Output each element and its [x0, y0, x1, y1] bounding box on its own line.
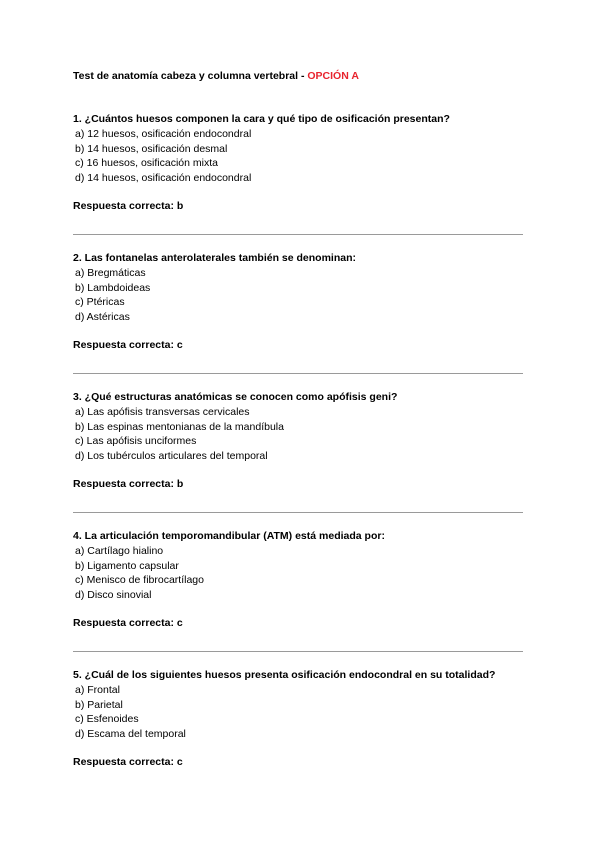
option-a: a) Frontal: [75, 684, 120, 696]
option-a: a) Las apófisis transversas cervicales: [75, 406, 250, 418]
option-label: OPCIÓN A: [307, 70, 359, 82]
option-b: b) Ligamento capsular: [75, 559, 179, 572]
correct-answer: Respuesta correcta: c: [73, 755, 183, 768]
option-d: d) Disco sinovial: [75, 589, 152, 602]
option-c: c) Ptéricas: [75, 296, 125, 309]
correct-answer: Respuesta correcta: b: [73, 199, 184, 212]
question-text: 3. ¿Qué estructuras anatómicas se conocen como apófisis geni?: [73, 391, 398, 403]
question-text: 4. La articulación temporomandibular (ATM) está mediada por:: [73, 530, 385, 542]
separator-line: [73, 651, 523, 652]
option-b: b) Parietal: [75, 698, 123, 711]
option-c: c) Las apófisis unciformes: [75, 435, 197, 448]
page-title: [73, 70, 359, 82]
options-list: [73, 127, 533, 186]
question-1: [73, 112, 533, 213]
question-3: [73, 390, 533, 491]
option-b: b) Lambdoideas: [75, 281, 151, 294]
options-list: [73, 683, 533, 742]
separator-line: [73, 512, 523, 513]
options-list: [73, 544, 533, 603]
separator-line: [73, 373, 523, 374]
question-text: 2. Las fontanelas anterolaterales también se denominan:: [73, 252, 357, 264]
options-list: [73, 266, 533, 325]
question-4: [73, 529, 533, 630]
option-c: c) Esfenoides: [75, 713, 139, 726]
options-list: [73, 405, 533, 464]
correct-answer: Respuesta correcta: b: [73, 477, 184, 490]
option-a: a) 12 huesos, osificación endocondral: [75, 128, 252, 140]
option-d: d) Los tubérculos articulares del temporal: [75, 450, 268, 463]
question-text: 1. ¿Cuántos huesos componen la cara y qué tipo de osificación presentan?: [73, 113, 450, 125]
correct-answer: Respuesta correcta: c: [73, 616, 183, 629]
option-d: d) Astéricas: [75, 311, 130, 324]
option-a: a) Cartílago hialino: [75, 545, 164, 557]
option-b: b) Las espinas mentonianas de la mandíbula: [75, 420, 284, 433]
option-d: d) Escama del temporal: [75, 728, 186, 741]
option-a: a) Bregmáticas: [75, 267, 146, 279]
question-2: [73, 251, 533, 352]
option-b: b) 14 huesos, osificación desmal: [75, 142, 228, 155]
question-text: 5. ¿Cuál de los siguientes huesos presenta osificación endocondral en su totalidad?: [73, 669, 496, 681]
correct-answer: Respuesta correcta: c: [73, 338, 183, 351]
option-c: c) Menisco de fibrocartílago: [75, 574, 204, 587]
option-d: d) 14 huesos, osificación endocondral: [75, 172, 252, 185]
title-text: Test de anatomía cabeza y columna vertebral -: [73, 70, 308, 82]
option-c: c) 16 huesos, osificación mixta: [75, 157, 218, 170]
question-5: [73, 668, 533, 769]
separator-line: [73, 234, 523, 235]
